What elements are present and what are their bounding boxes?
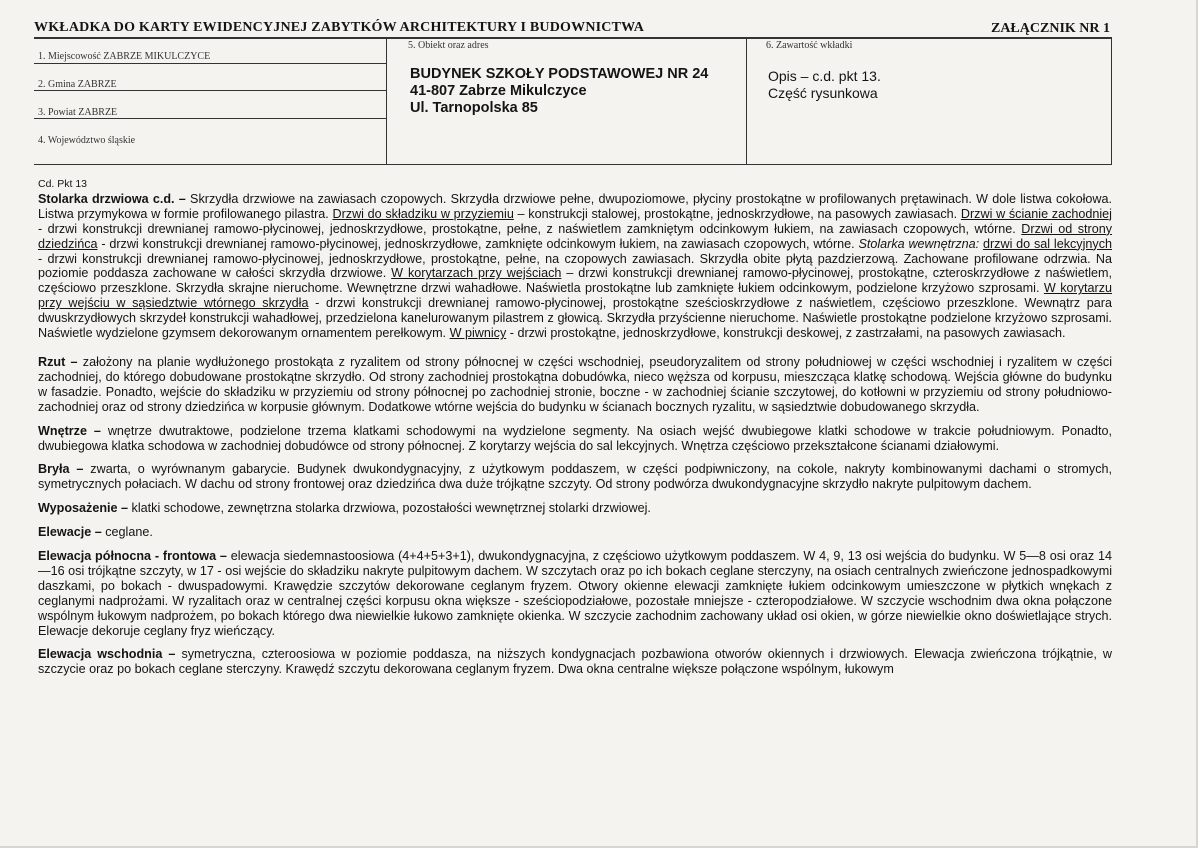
appendix-label: ZAŁĄCZNIK NR 1 — [990, 21, 1110, 36]
section-elevations: Elewacje – ceglane. — [38, 525, 153, 540]
object-address — [410, 66, 708, 117]
section-heading: Bryła – — [38, 462, 84, 477]
object-postcode: 41-807 Zabrze Mikulczyce — [410, 83, 587, 99]
card-title: WKŁADKA DO KARTY EWIDENCYJNEJ ZABYTKÓW ARCHITEKTURY I BUDOWNICTWA — [34, 20, 645, 35]
field-contents-label: 6. Zawartość wkładki — [766, 40, 853, 51]
column-divider-2 — [746, 38, 747, 164]
column-divider-3 — [1111, 38, 1112, 164]
section-east-elevation: Elewacja wschodnia – symetryczna, czteroosiowa w poziomie poddasza, na niższych kondygnacjach pozbawiona otworów okiennych i drzwiowych. Elewacja zwieńczona trójkątnie, w szczycie oraz po bokach ceglane sterczyny. Krawędź szczytu dekorowana ceglanym fryzem. Dwa okna centralne większe połączone wspólnym, łukowym — [38, 647, 1112, 677]
section-heading: Rzut – — [38, 354, 78, 369]
column-divider-1 — [386, 38, 387, 164]
object-street: Ul. Tarnopolska 85 — [410, 100, 538, 116]
field-locality: 1. Miejscowość ZABRZE MIKULCZYCE — [38, 51, 211, 62]
section-joinery: Stolarka drzwiowa c.d. – Skrzydła drzwiowe na zawiasach czopowych. Skrzydła drzwiowe pełne, dwupoziomowe, płyciny prostokątne w profilowanych prętawinach. W dole listwa cokołowa. Listwa przymykowa w formie profilowanego pilastra. Drzwi do składziku w przyziemiu – konstrukcji stalowej, prostokątne, jednoskrzydłowe, na pasowych zawiasach. Drzwi w ścianie zachodniej - drzwi konstrukcji drewnianej ramowo-płycinowej, jednoskrzydłowe, prostokątne, pełne, z naświetlem zamkniętym odcinkowym łukiem, na zawiasach czopowych, wtórne. Drzwi od strony dziedzińca - drzwi konstrukcji drewnianej ramowo-płycinowej, jednoskrzydłowe, zamknięte odcinkowym łukiem, na zawiasach czopowych, wtórne. Stolarka wewnętrzna: drzwi do sal lekcyjnych - drzwi konstrukcji drewnianej ramowo-płycinowej, jednoskrzydłowe, prostokątne, pełne, na czopowych zawiasach. Skrzydła obite płytą pazdzierzową. Zachowane profilowane odrzwia. Na poziomie poddasza zachowane w całości skrzydła drzwiowe. W korytarzach przy wejściach – drzwi konstrukcji drewnianej ramowo-płycinowej, prostokątne, czteroskrzydłowe z naświetlem, częściowo przeszklone. Skrzydła skrajne nieruchome. Wewnętrzne drzwi wahadłowe. Naświetla prostokątne lub zamknięte łukiem odcinkowym, podzielone krzyżowo szprosami. W korytarzu przy wejściu w sąsiedztwie wtórnego skrzydła - drzwi konstrukcji drewnianej ramowo-płycinowej, prostokątne sześcioskrzydłowe z naświetlem, częściowo przeszklone. Wewnątrz para dwuskrzydłowych skrzydeł konstrukcji wahadłowej, przedzielona kanelurowanym pilastrem z głowicą. Skrzydła przyścienne nieruchome. Naświetle prostokątne podzielone krzyżowo szprosami. Naświetle wydzielone gzymsem dekorowanym ornamentem perełkowym. W piwnicy - drzwi prostokątne, jednoskrzydłowe, konstrukcji deskowej, z zastrzałami, na pasowych zawiasach. — [38, 191, 1113, 341]
object-name: BUDYNEK SZKOŁY PODSTAWOWEJ NR 24 — [410, 66, 709, 82]
section-massing: Bryła – zwarta, o wyrównanym gabarycie. Budynek dwukondygnacyjny, z użytkowym poddaszem, w części podpiwniczony, na cokole, nakryty kombinowanymi dachami o stromych, symetrycznych połaciach. W dachu od strony frontowej oraz dziedzińca dwa duże trójkątne szczyty. Od strony podwórza dwukondygnacyjne skrzydło nakryte pulpitowym dachem. — [38, 462, 1112, 492]
section-heading: Elewacja północna - frontowa – — [38, 549, 227, 564]
row-rule-3 — [34, 118, 386, 119]
section-interior: Wnętrze – wnętrze dwutraktowe, podzielone trzema klatkami schodowymi na wydzielone segmenty. Na osiach wejść dwubiegowe klatki schodowe w trakcie południowym. Ponadto, dwubiegowa klatka schodowa w zachodniej dobudówce od strony północnej. Z korytarzy wejścia do sal lekcyjnych. Wnętrza częściowo przekształcone ścianami działowymi. — [38, 423, 1113, 453]
field-object-label: 5. Obiekt oraz adres — [408, 40, 489, 51]
section-heading: Stolarka drzwiowa c.d. – — [38, 191, 186, 206]
continuation-note: Cd. Pkt 13 — [38, 178, 88, 190]
field-voivodeship: 4. Województwo śląskie — [38, 135, 136, 146]
section-heading: Elewacje – — [38, 525, 102, 540]
section-plan: Rzut – założony na planie wydłużonego prostokąta z ryzalitem od strony północnej w części wschodniej, pseudoryzalitem od strony południowej w części wschodniej i ryzalitem w części zachodniej, do którego dobudowane prostokątne skrzydło. Od strony zachodniej prostokątna dobudówka, nieco węższa od korpusu, mieszcząca klatkę schodową. Wejścia główne do budynku w fasadzie. Ponadto, wejście do składziku w przyziemiu od strony północnej po zachodniej stronie, boczne - w zachodniej ścianie szczytowej, do kotłowni w przyziemiu od strony południowo-zachodniej oraz od strony dziedzińca w korpusie głównym. Dodatkowe wtórne wejścia do budynku w ścianach bocznych ryzalitu, w sąsiedztwie dobudowanego skrzydła. — [38, 354, 1113, 414]
header-rule — [34, 37, 1112, 39]
row-rule-1 — [34, 63, 386, 64]
section-heading: Wyposażenie – — [38, 501, 129, 516]
contents-line-1: Opis – c.d. pkt 13. — [768, 68, 881, 84]
field-county: 3. Powiat ZABRZE — [38, 107, 118, 118]
row-rule-2 — [34, 90, 386, 91]
section-north-elevation: Elewacja północna - frontowa – elewacja siedemnastoosiowa (4+4+5+3+1), dwukondygnacyjna, z częściowo użytkowym poddaszem. W 4, 9, 13 osi wejścia do budynku. W 5—8 osi oraz 14—16 osi trójkątne szczyty, w 17 - osi wejście do składziku nakryte pulpitowym dachem. W szczytach oraz po ich bokach ceglane sterczyny, na osiach centralnych zwieńczone jednospadkowymi daszkami, po bokach - dwuspadowymi. Krawędzie szczytów dekorowane ceglanym fryzem. Otwory okienne elewacji zamknięte łukiem odcinkowym umieszczone w płytkich wnękach z ceglanymi nadprożami. W ryzalitach oraz w centralnej części korpusu okna większe - sześciopodziałowe, pozostałe mniejsze - czteropodziałowe. W szczycie wschodnim dwa okna połączone wspólnym łukowym nadprożem, po bokach którego dwa niewielkie łukowo zamknięte okienka. W szczycie zachodnim zachowany układ osi okien, w górze niewielkie okno doświetlające strych. Elewacje dekoruje ceglany fryz wieńczący. — [38, 549, 1112, 638]
contents-line-2: Część rysunkowa — [768, 85, 878, 101]
description-body — [38, 177, 1112, 686]
section-heading: Elewacja wschodnia – — [38, 647, 176, 662]
field-commune: 2. Gmina ZABRZE — [38, 79, 117, 90]
insert-contents — [768, 68, 881, 102]
section-heading: Wnętrze – — [38, 423, 101, 438]
header-bottom-rule — [34, 164, 1112, 165]
section-equipment: Wyposażenie – klatki schodowe, zewnętrzna stolarka drzwiowa, pozostałości wewnętrznej stolarki drzwiowej. — [38, 501, 651, 516]
